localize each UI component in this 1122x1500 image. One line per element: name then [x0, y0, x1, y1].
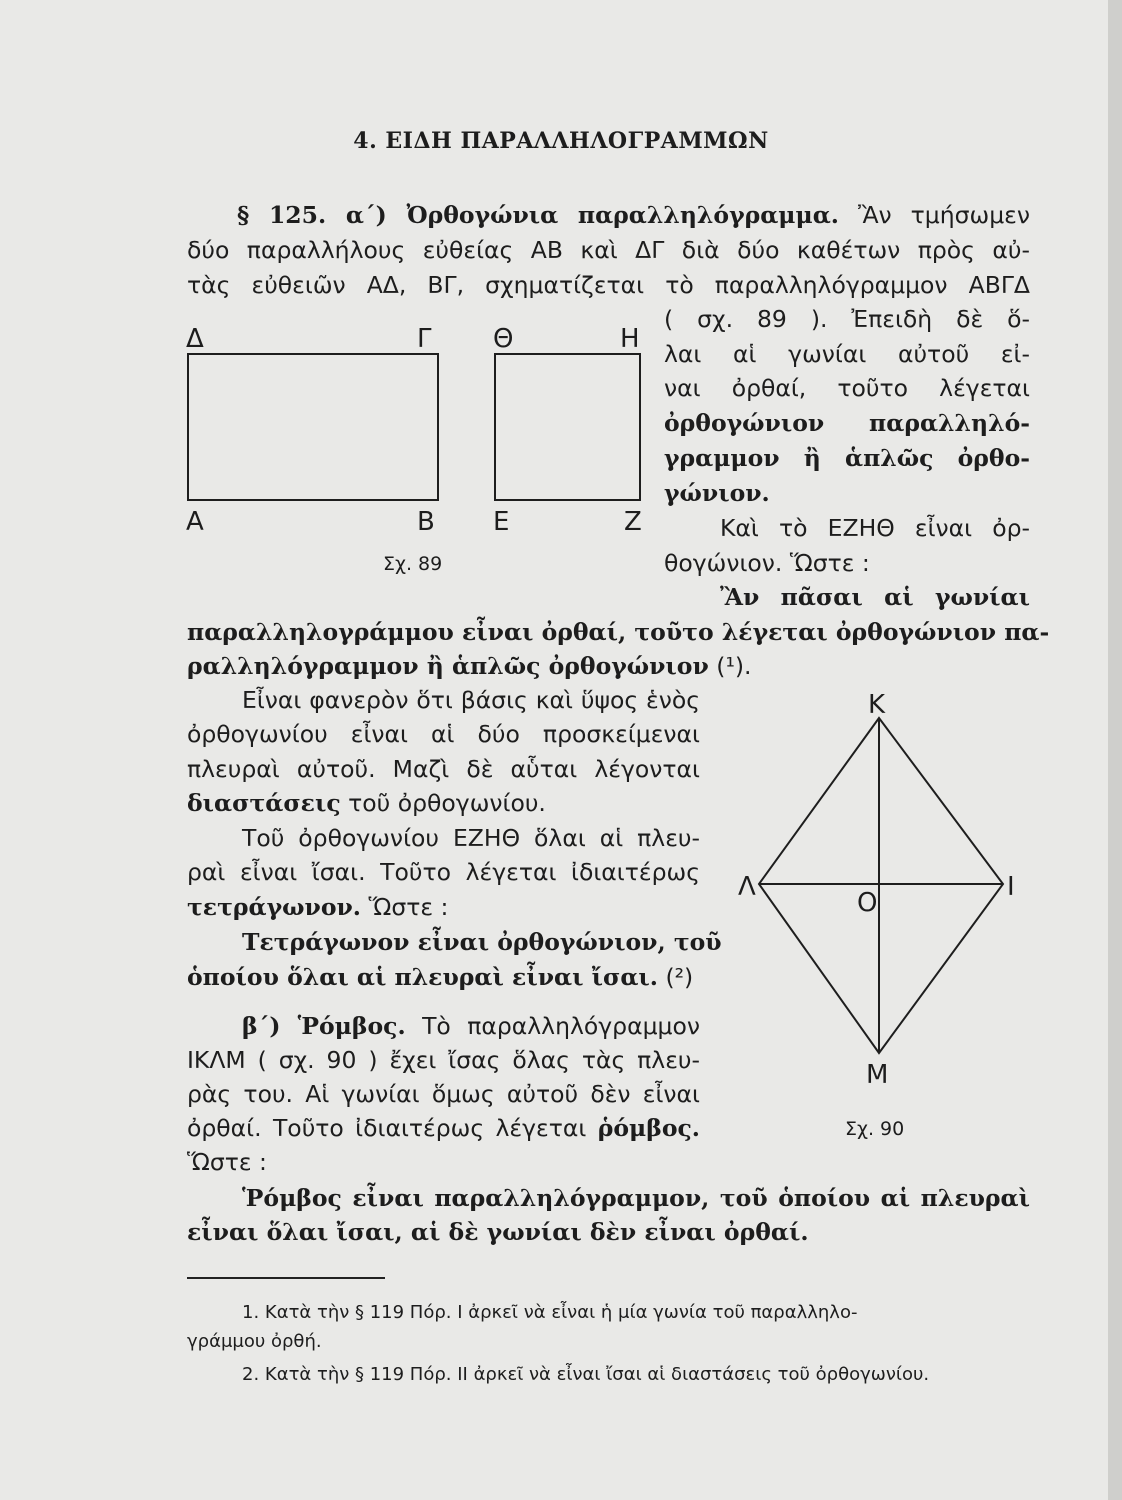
- term-rombos: ῥόμβος.: [597, 1114, 700, 1142]
- term-diastaseis: διαστάσεις: [187, 789, 341, 817]
- label-I: Ι: [1007, 872, 1015, 902]
- label-Th: Θ: [493, 324, 514, 354]
- rh-line-4-pre: ὀρθαί. Τοῦτο ἰδιαιτέρως λέγεται: [187, 1114, 587, 1142]
- dim-line-4-rest: τοῦ ὀρθογωνίου.: [348, 789, 546, 817]
- dim-line-2: ὀρθογωνίου εἶναι αἱ δύο προσκείμεναι: [187, 720, 700, 748]
- sq-definition-line-1: Τετράγωνον εἶναι ὀρθογώνιον, τοῦ: [242, 928, 722, 956]
- p125-heading: § 125. α΄) Ὀρθογώνια παραλληλόγραμμα.: [237, 201, 839, 229]
- p125-line-13: παραλληλογράμμου εἶναι ὀρθαί, τοῦτο λέγεται ὀρθογώνιον πα-: [187, 618, 1050, 646]
- rh-line-3: ρὰς του. Αἱ γωνίαι ὅμως αὐτοῦ δὲν εἶναι: [187, 1080, 700, 1108]
- label-G: Γ: [417, 324, 432, 354]
- label-E: Ε: [493, 507, 510, 537]
- footnote-2: 2. Κατὰ τὴν § 119 Πόρ. ΙΙ ἀρκεῖ νὰ εἶναι ἴσαι αἱ διαστάσεις τοῦ ὀρθογωνίου.: [242, 1364, 930, 1385]
- footnote-separator: [187, 1277, 385, 1279]
- p125-line-7: ὀρθογώνιον παραλληλό-: [664, 409, 1030, 437]
- p125-line-14-bold: ραλληλόγραμμον ἢ ἁπλῶς ὀρθογώνιον: [187, 652, 709, 680]
- p125-line-11: θογώνιον. Ὥστε :: [664, 549, 870, 577]
- label-M: Μ: [866, 1060, 889, 1090]
- p125-line-6: ναι ὀρθαί, τοῦτο λέγεται: [664, 374, 1030, 402]
- rhombus-iklm: [759, 718, 1003, 1053]
- footnote-1-line-2: γράμμου ὀρθή.: [187, 1331, 322, 1352]
- p125-line-5: λαι αἱ γωνίαι αὐτοῦ εἰ-: [664, 340, 1030, 368]
- label-D: Δ: [186, 324, 204, 354]
- rhombus-heading: β΄) Ῥόμβος.: [242, 1012, 406, 1040]
- p125-line-9: γώνιον.: [664, 479, 770, 507]
- p125-line-2: δύο παραλλήλους εὐθείας ΑΒ καὶ ΔΓ διὰ δύο καθέτων πρὸς αὐ-: [187, 236, 1030, 264]
- sq-line-3-rest: Ὥστε :: [368, 893, 449, 921]
- sq-line-1: Τοῦ ὀρθογωνίου ΕΖΗΘ ὅλαι αἱ πλευ-: [242, 824, 700, 852]
- sq-line-2: ραὶ εἶναι ἴσαι. Τοῦτο λέγεται ἰδιαιτέρως: [187, 858, 700, 886]
- label-A: Α: [186, 507, 204, 537]
- label-K: Κ: [868, 690, 886, 720]
- p125-line-12: Ἂν πᾶσαι αἱ γωνίαι: [720, 583, 1030, 611]
- section-title: 4. ΕΙΔΗ ΠΑΡΑΛΛΗΛΟΓΡΑΜΜΩΝ: [353, 128, 769, 154]
- term-tetragonon: τετράγωνον.: [187, 893, 361, 921]
- label-O: Ο: [857, 888, 878, 918]
- figure-89-caption: Σχ. 89: [383, 553, 443, 575]
- p125-line-4: ( σχ. 89 ). Ἐπειδὴ δὲ ὅ-: [664, 305, 1030, 333]
- rh-line-1-rest: Τὸ παραλληλόγραμμον: [422, 1012, 700, 1040]
- label-Z: Ζ: [624, 507, 642, 537]
- label-H: Η: [620, 324, 640, 354]
- figure-90-caption: Σχ. 90: [845, 1118, 905, 1140]
- p125-line-1-rest: Ἂν τμήσωμεν: [857, 201, 1030, 229]
- rh-definition-line-2: εἶναι ὅλαι ἴσαι, αἱ δὲ γωνίαι δὲν εἶναι ὀρθαί.: [187, 1218, 809, 1246]
- rh-definition-line-1: Ῥόμβος εἶναι παραλληλόγραμμον, τοῦ ὁποίου αἱ πλευραὶ: [242, 1184, 1030, 1212]
- p125-line-8: γραμμον ἢ ἁπλῶς ὀρθο-: [664, 444, 1030, 472]
- dim-line-1: Εἶναι φανερὸν ὅτι βάσις καὶ ὕψος ἑνὸς: [242, 686, 700, 714]
- p125-line-3: τὰς εὐθειῶν ΑΔ, ΒΓ, σχηματίζεται τὸ παραλληλόγραμμον ΑΒΓΔ: [187, 271, 1030, 299]
- square-ezhth: [495, 354, 640, 500]
- rh-line-5: Ὥστε :: [187, 1148, 267, 1176]
- rectangle-abgd: [188, 354, 438, 500]
- label-L: Λ: [738, 872, 756, 902]
- sq-definition-line-2-bold: ὁποίου ὅλαι αἱ πλευραὶ εἶναι ἴσαι.: [187, 963, 658, 991]
- p125-line-10: Καὶ τὸ ΕΖΗΘ εἶναι ὀρ-: [720, 514, 1030, 542]
- dim-line-3: πλευραὶ αὐτοῦ. Μαζὶ δὲ αὗται λέγονται: [187, 755, 700, 783]
- footnote-1-line-1: 1. Κατὰ τὴν § 119 Πόρ. Ι ἀρκεῖ νὰ εἶναι ἡ μία γωνία τοῦ παραλληλο-: [242, 1302, 858, 1323]
- rh-line-2: ΙΚΛΜ ( σχ. 90 ) ἔχει ἴσας ὅλας τὰς πλευ-: [187, 1046, 700, 1074]
- label-B: Β: [417, 507, 435, 537]
- footnote-ref-2: (²): [665, 963, 694, 991]
- footnote-ref-1: (¹).: [716, 652, 752, 680]
